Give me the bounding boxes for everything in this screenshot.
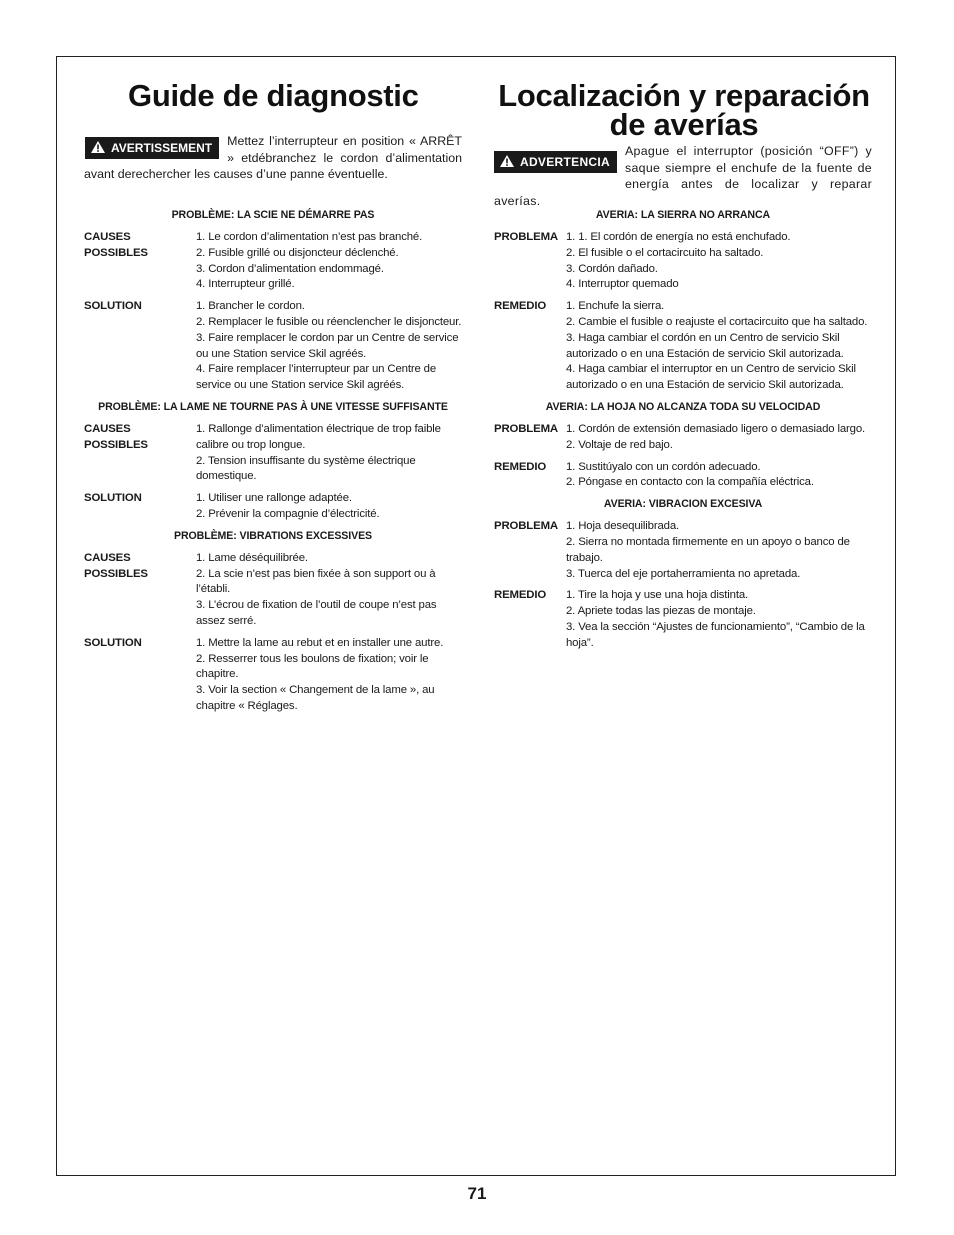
list-item: 1. 1. El cordón de energía no está enchufado.	[566, 231, 791, 243]
list-item: 1. Sustitúyalo con un cordón adecuado.	[566, 460, 761, 473]
list-item: 1. Tire la hoja y use una hoja distinta.	[566, 589, 749, 602]
section-row	[494, 230, 872, 293]
section-row	[494, 460, 872, 492]
row-label: PROBLEMA	[494, 422, 558, 435]
row-label: REMEDIO	[494, 300, 547, 313]
list-item: 2. Voltaje de red bajo.	[566, 438, 673, 451]
row-items	[196, 636, 462, 715]
list-item: 3. Faire remplacer le cordon par un Centre de service ou une Station service Skil agréés.	[196, 331, 459, 360]
list-item: 2. Fusible grillé ou disjoncteur déclenché.	[196, 246, 399, 259]
row-label: REMEDIO	[494, 589, 547, 602]
section-title: AVERIA: LA HOJA NO ALCANZA TODA SU VELOCIDAD	[545, 400, 821, 413]
list-item: 2. Remplacer le fusible ou réenclencher le disjoncteur.	[196, 315, 462, 328]
row-label: SOLUTION	[84, 300, 142, 313]
row-label: REMEDIO	[494, 460, 547, 473]
list-item: 1. Mettre la lame au rebut et en installer une autre.	[196, 636, 444, 649]
list-item: 1. Rallonge d’alimentation électrique de trop faible calibre ou trop longue.	[196, 422, 441, 451]
list-item: 3. Tuerca del eje portaherramienta no apretada.	[566, 567, 801, 580]
row-label: SOLUTION	[84, 636, 142, 649]
list-item: 1. Enchufe la sierra.	[566, 300, 665, 313]
list-item: 3. L’écrou de fixation de l’outil de coupe n’est pas assez serré.	[196, 599, 437, 627]
list-item: 3. Vea la sección “Ajustes de funcionamiento”, “Cambio de la hoja”.	[566, 620, 865, 649]
row-items	[566, 588, 872, 651]
section-row	[494, 422, 872, 454]
list-item: 2. El fusible o el cortacircuito ha saltado.	[566, 246, 764, 259]
section-row	[84, 491, 462, 523]
list-item: 3. Cordon d’alimentation endommagé.	[196, 262, 384, 275]
list-item: 1. Hoja desequilibrada.	[566, 520, 680, 533]
list-item: 2. Cambie el fusible o reajuste el cortacircuito que ha saltado.	[566, 315, 868, 328]
section-row	[494, 299, 872, 394]
spanish-warning	[494, 143, 872, 209]
page-frame	[56, 56, 896, 1176]
spanish-warning-text: Apague el interruptor (posición “OFF”) y saque siempre el enchufe de la fuente de energía antes de localizar y reparar averías.	[494, 144, 872, 208]
row-items	[566, 519, 872, 582]
row-items	[196, 422, 462, 485]
list-item: 2. Póngase en contacto con la compañía eléctrica.	[566, 476, 814, 489]
row-label: CAUSES POSSIBLES	[84, 551, 148, 580]
row-label: CAUSES POSSIBLES	[84, 231, 148, 259]
list-item: 3. Haga cambiar el cordón en un Centro de servicio Skil autorizado o en una Estación de servicio Skil autorizada.	[566, 331, 844, 360]
section-title: PROBLÈME: VIBRATIONS EXCESSIVES	[173, 529, 372, 542]
section-row	[84, 422, 462, 485]
warning-triangle-icon	[500, 155, 514, 167]
list-item: 1. Le cordon d’alimentation n’est pas branché.	[196, 231, 423, 243]
row-items	[566, 460, 872, 492]
list-item: 1. Utiliser une rallonge adaptée.	[196, 492, 352, 505]
section-title: AVERIA: LA SIERRA NO ARRANCA	[595, 209, 771, 221]
warning-triangle-icon	[91, 141, 105, 153]
row-label: SOLUTION	[84, 492, 142, 505]
row-items	[196, 299, 462, 394]
french-warning	[84, 133, 462, 183]
list-item: 4. Haga cambiar el interruptor en un Centro de servicio Skil autorizado o en una Estación de servicio Skil autorizada.	[566, 363, 856, 392]
row-items	[196, 551, 462, 630]
row-label: PROBLEMA	[494, 231, 558, 243]
troubleshooting-section	[84, 208, 462, 394]
list-item: 4. Interrupteur grillé.	[196, 278, 295, 291]
section-title: AVERIA: VIBRACION EXCESIVA	[603, 498, 763, 511]
section-row	[494, 519, 872, 582]
row-items	[566, 299, 872, 394]
row-items	[196, 491, 462, 523]
french-sections	[84, 208, 462, 721]
french-title: Guide de diagnostic	[128, 78, 419, 113]
spanish-sections	[494, 208, 872, 658]
page-number: 71	[467, 1184, 487, 1203]
troubleshooting-section	[494, 497, 872, 651]
list-item: 1. Lame déséquilibrée.	[196, 551, 308, 564]
list-item: 4. Interruptor quemado	[566, 278, 679, 291]
spanish-warning-label: ADVERTENCIA	[520, 155, 610, 169]
troubleshooting-section	[494, 400, 872, 491]
list-item: 2. Apriete todas las piezas de montaje.	[566, 605, 756, 618]
list-item: 1. Cordón de extensión demasiado ligero o demasiado largo.	[566, 422, 866, 435]
list-item: 3. Cordón dañado.	[566, 262, 658, 275]
list-item: 2. La scie n’est pas bien fixée à son support ou à l’établi.	[196, 567, 436, 596]
section-row	[494, 588, 872, 651]
row-items	[196, 230, 462, 293]
spanish-title: Localización y reparación de averías	[498, 78, 870, 142]
row-label: PROBLEMA	[494, 520, 558, 533]
french-warning-badge	[85, 137, 219, 159]
list-item: 3. Voir la section « Changement de la lame », au chapitre « Réglages.	[196, 684, 435, 712]
list-item: 2. Sierra no montada firmemente en un apoyo o banco de trabajo.	[566, 535, 850, 564]
row-label: CAUSES POSSIBLES	[84, 422, 148, 451]
section-row	[84, 230, 462, 293]
section-title: PROBLÈME: LA LAME NE TOURNE PAS À UNE VITESSE SUFFISANTE	[98, 400, 448, 413]
troubleshooting-section	[84, 400, 462, 523]
list-item: 1. Brancher le cordon.	[196, 300, 305, 313]
section-title: PROBLÈME: LA SCIE NE DÉMARRE PAS	[171, 209, 375, 221]
troubleshooting-section	[494, 208, 872, 394]
list-item: 2. Prévenir la compagnie d’électricité.	[196, 507, 380, 520]
row-items	[566, 230, 872, 293]
section-row	[84, 636, 462, 715]
troubleshooting-section	[84, 529, 462, 715]
list-item: 4. Faire remplacer l’interrupteur par un Centre de service ou une Station service Skil agréés.	[196, 363, 437, 392]
section-row	[84, 299, 462, 394]
french-warning-label: AVERTISSEMENT	[111, 141, 213, 155]
french-warning-text: Mettez l’interrupteur en position « ARRÊT » etdébranchez le cordon d’alimentation avant derechercher les causes d’une panne éventuelle.	[84, 134, 462, 181]
list-item: 2. Tension insuffisante du système électrique domestique.	[196, 454, 416, 483]
list-item: 2. Resserrer tous les boulons de fixation; voir le chapitre.	[196, 652, 429, 681]
row-items	[566, 422, 872, 454]
spanish-warning-badge	[494, 151, 617, 173]
section-row	[84, 551, 462, 630]
